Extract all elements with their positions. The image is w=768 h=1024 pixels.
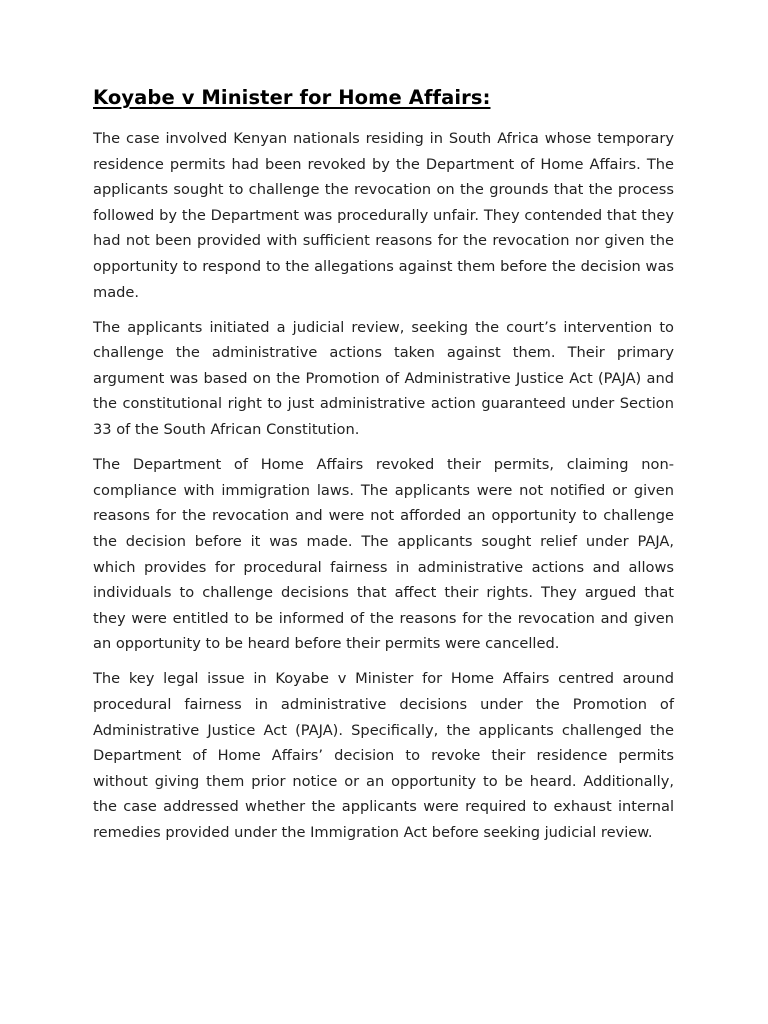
paragraph-permit-revocation: The Department of Home Affairs revoked their permits, claiming non-compliance with immigration laws. The applicants were not notified or given reasons for the revocation and were not afforded an opportunity to challenge the decision before it was made. The applicants sought relief under PAJA, which provides for procedural fairness in administrative actions and allows individuals to challenge decisions that affect their rights. They argued that they were entitled to be informed of the reasons for the revocation and given an opportunity to be heard before their permits were cancelled. <box>93 456 674 653</box>
paragraph-key-legal-issue: The key legal issue in Koyabe v Minister for Home Affairs centred around procedural fairness in administrative decisions under the Promotion of Administrative Justice Act (PAJA). Specifically, the applicants challenged the Department of Home Affairs’ decision to revoke their residence permits without giving them prior notice or an opportunity to be heard. Additionally, the case addressed whether the applicants were required to exhaust internal remedies provided under the Immigration Act before seeking judicial review. <box>93 670 674 841</box>
paragraph-case-background: The case involved Kenyan nationals residing in South Africa whose temporary residence permits had been revoked by the Department of Home Affairs. The applicants sought to challenge the revocation on the grounds that the process followed by the Department was procedurally unfair. They contended that they had not been provided with sufficient reasons for the revocation nor given the opportunity to respond to the allegations against them before the decision was made. <box>93 130 674 301</box>
paragraph-judicial-review: The applicants initiated a judicial review, seeking the court’s intervention to challenge the administrative actions taken against them. Their primary argument was based on the Promotion of Administrative Justice Act (PAJA) and the constitutional right to just administrative action guaranteed under Section 33 of the South African Constitution. <box>93 318 674 439</box>
document-title: Koyabe v Minister for Home Affairs: <box>93 86 491 109</box>
document-page <box>93 84 674 855</box>
